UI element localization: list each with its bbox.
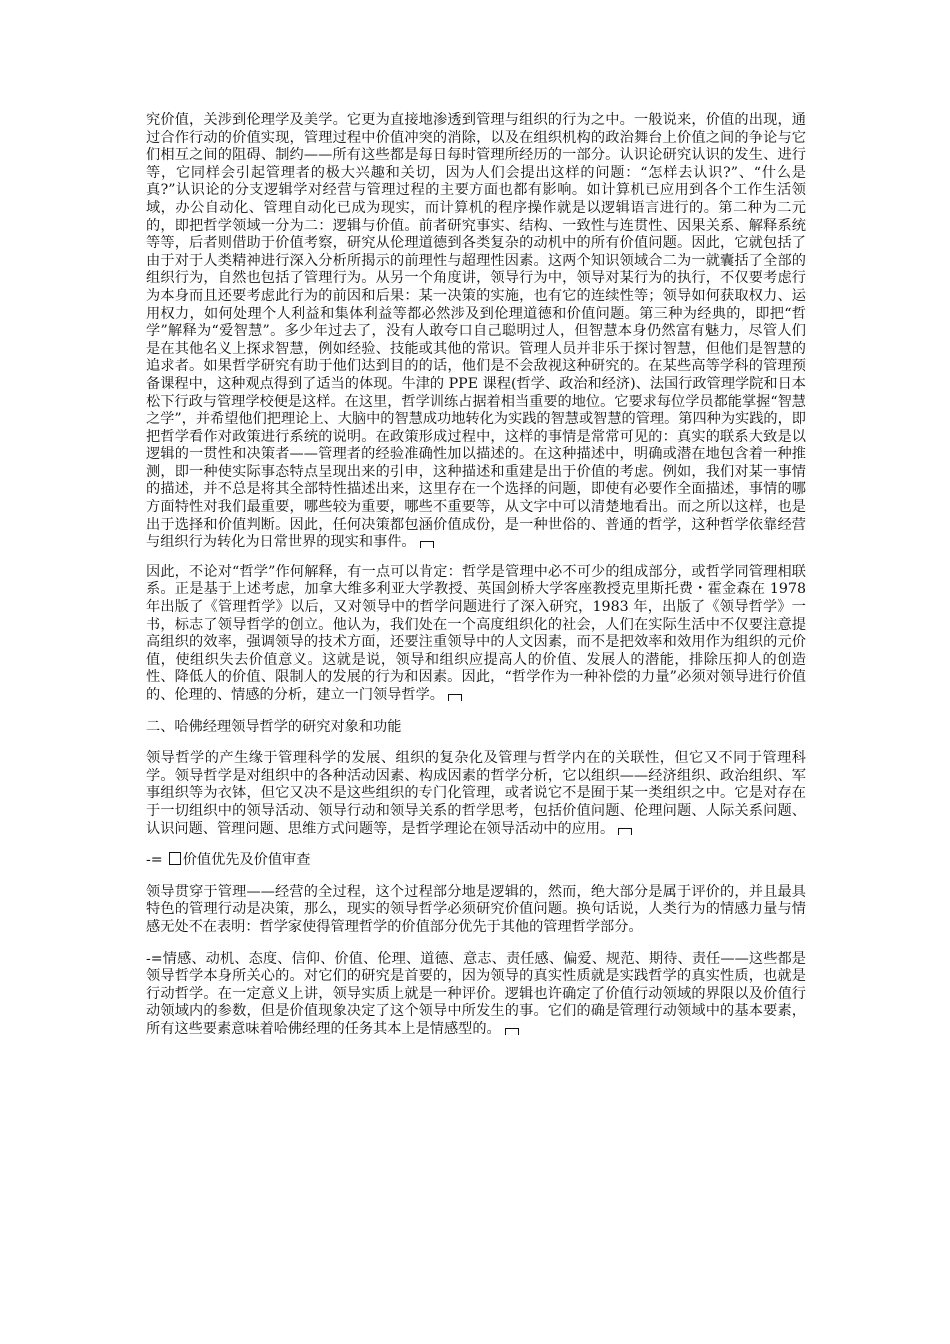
paragraph-text: -=情感、动机、态度、信仰、价值、伦理、道德、意志、责任感、偏爱、规范、期待、责任——这些都是领导哲学本身所关心的。对它们的研究是首要的，因为领导的真实性质就是实践哲学的真实性质，也就是行动哲学。在一定意义上讲，领导实质上就是一种评价。逻辑也许确定了价值行动领域的界限以及价值行动领域内的参数，但是价值现象决定了这个领导中所发生的事。它们的确是管理行动领域中的基本要素，所有这些要素意味着哈佛经理的任务其本上是情感型的。 (146, 950, 806, 1037)
paragraph-end-mark (420, 541, 434, 548)
paragraph-philosophy-types (146, 112, 806, 552)
paragraph-text: 领导贯穿于管理——经营的全过程，这个过程部分地是逻辑的，然而，绝大部分是属于评价的，并且最具特色的管理行动是决策，那么，现实的领导哲学必须研究价值问题。换句话说，人类行为的情感力量与情感无处不在表明：哲学家使得管理哲学的价值部分优先于其他的管理哲学部分。 (146, 883, 806, 935)
document-page (146, 112, 806, 1053)
box-icon (169, 852, 181, 865)
paragraph-text: 因此，不论对“哲学”作何解释，有一点可以肯定：哲学是管理中必不可少的组成部分，或哲学同管理相联系。正是基于上述考虑，加拿大维多利亚大学教授、英国剑桥大学客座教授克里斯托费・霍金森在 1978 年出版了《管理哲学》以后，又对领导中的哲学问题进行了深入研究，1983 年，出版了《领导哲学》一书，标志了领导哲学的创立。他认为，我们处在一个高度组织化的社会，人们在实际生活中不仅要注意提高组织的效率，强调领导的技术方面，还要注重领导中的人文因素，而不是把效率和效用作为组织的元价值，使组织失去价值意义。这就是说，领导和组织应提高人的价值、发展人的潜能，排除压抑人的创造性、降低人的价值、限制人的发展的行为和因素。因此，“哲学作为一种补偿的力量”必须对领导进行价值的、伦理的、情感的分析，建立一门领导哲学。 (146, 563, 806, 703)
paragraph-text: 领导哲学的产生缘于管理科学的发展、组织的复杂化及管理与哲学内在的关联性，但它又不同于管理科学。领导哲学是对组织中的各种活动因素、构成因素的哲学分析，它以组织——经济组织、政治组织、军事组织等为衣钵，但它又决不是这些组织的专门化管理，或者说它不是囿于某一类组织之中。它是对存在于一切组织中的领导活动、领导行动和领导关系的哲学思考，包括价值问题、伦理问题、人际关系问题、认识问题、管理问题、思维方式问题等，是哲学理论在领导活动中的应用。 (146, 750, 806, 837)
paragraph-end-mark (618, 828, 632, 835)
paragraph-end-mark (448, 694, 462, 701)
subsection-title: 价值优先及价值审查 (182, 852, 311, 869)
paragraph-emotional-factors (146, 951, 806, 1039)
paragraph-value-priority (146, 884, 806, 937)
paragraph-end-mark (505, 1028, 519, 1035)
subsection-heading (146, 852, 806, 870)
paragraph-research-object (146, 750, 806, 838)
paragraph-text: 究价值，关涉到伦理学及美学。它更为直接地渗透到管理与组织的行为之中。一般说来，价值的出现，通过合作行动的价值实现，管理过程中价值冲突的消除，以及在组织机构的政治舞台上价值之间的争论与它们相互之间的阻碍、制约——所有这些都是每日每时管理所经历的一部分。认识论研究认识的发生、进行等，它同样会引起管理者的极大兴趣和关切，因为人们会提出这样的问题：“怎样去认识?”、“什么是真?”认识论的分支逻辑学对经营与管理过程的主要方面也都有影响。如计算机已应用到各个工作生活领域，办公自动化、管理自动化已成为现实，而计算机的程序操作就是以逻辑语言进行的。第二种为二元的，即把哲学领域一分为二：逻辑与价值。前者研究事实、结构、一致性与连贯性、因果关系、解释系统等等，后者则借助于价值考察，研究从伦理道德到各类复杂的动机中的所有价值问题。因此，它就包括了由于对于人类精神进行深入分析所揭示的前理性与超理性因素。这两个知识领域合二为一就囊括了全部的组织行为，自然也包括了管理行为。从另一个角度讲，领导行为中，领导对某行为的执行，不仅要考虑行为本身而且还要考虑此行为的前因和后果：某一决策的实施，也有它的连续性等；领导如何获取权力、运用权力，如何处理个人利益和集体利益等都必然涉及到伦理道德和价值问题。第三种为经典的，即把“哲学”解释为“爱智慧”。多少年过去了，没有人敢夸口自己聪明过人，但智慧本身仍然富有魅力，尽管人们是在其他名义上探求智慧，例如经验、技能或其他的常识。管理人员并非乐于探讨智慧，但他们是智慧的追求者。如果哲学研究有助于他们达到目的的话，他们是不会敌视这种研究的。在某些高等学科的管理预备课程中，这种观点得到了适当的体现。牛津的 PPE 课程(哲学、政治和经济)、法国行政管理学院和日本松下行政与管理学校便是这样。在这里，哲学训练占据着相当重要的地位。它要求每位学员都能掌握“智慧之学”，并希望他们把理论上、大脑中的智慧成功地转化为实践的智慧或智慧的管理。第四种为实践的，即把哲学看作对政策进行系统的说明。在政策形成过程中，这样的事情是常常可见的：真实的联系大致是以逻辑的一贯性和决策者——管理者的经验准确性加以描述的。在这种描述中，明确或潜在地包含着一种推测，即一种使实际事态特点呈现出来的引申，这种描述和重建是出于价值的考虑。例如，我们对某一事情的描述，并不总是将其全部特性描述出来，这里存在一个选择的问题，即使有必要作全面描述，事情的哪方面特性对我们最重要，哪些较为重要，哪些不重要等，从文字中可以清楚地看出。而之所以这样，也是出于选择和价值判断。因此，任何决策都包涵价值成份，是一种世俗的、普通的哲学，这种哲学依靠经营与组织行为转化为日常世界的现实和事件。 (146, 112, 806, 551)
section-heading: 二、哈佛经理领导哲学的研究对象和功能 (146, 718, 402, 735)
subsection-prefix: -= (146, 852, 163, 869)
paragraph-leadership-philosophy-origin (146, 564, 806, 705)
